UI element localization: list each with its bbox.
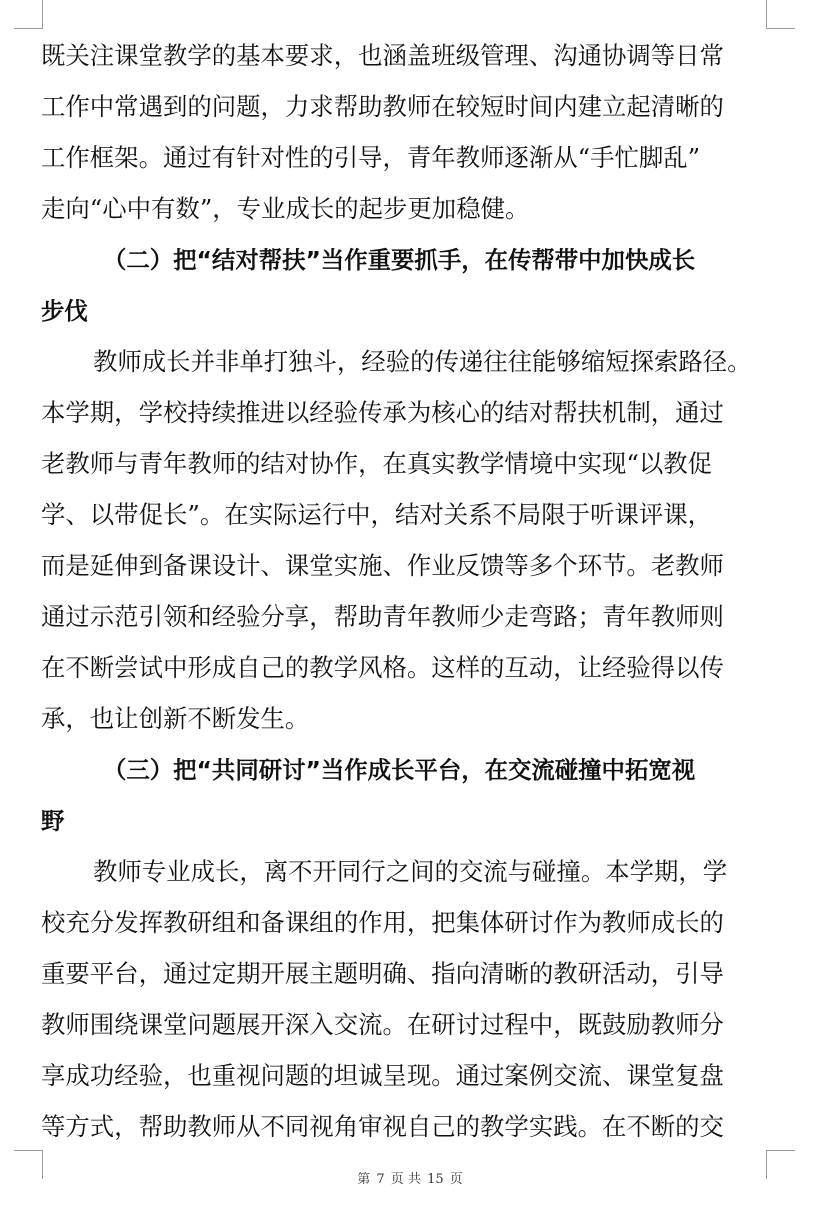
footer-page-number: 7 [376,1172,385,1187]
text-line: 教师成长并非单打独斗，经验的传递往往能够缩短探索路径。 [93,347,752,376]
text-line: 工作框架。通过有针对性的引导，青年教师逐渐从“手忙脚乱” [41,143,701,172]
paragraph-research [41,850,771,1156]
section-heading-2 [41,238,771,340]
text-line: 教师围绕课堂问题展开深入交流。在研讨过程中，既鼓励教师分 [41,1010,724,1039]
page-footer [0,1168,820,1187]
section-heading-3 [41,748,771,850]
text-line: 老教师与青年教师的结对协作，在真实教学情境中实现“以教促 [41,449,713,478]
text-line: 工作中常遇到的问题，力求帮助教师在较短时间内建立起清晰的 [41,92,724,121]
document-body [41,34,771,1156]
text-line: 而是延伸到备课设计、课堂实施、作业反馈等多个环节。老教师 [41,551,724,580]
text-line: 校充分发挥教研组和备课组的作用，把集体研讨作为教师成长的 [41,908,724,937]
heading-line: 步伐 [41,297,88,325]
text-line: 既关注课堂教学的基本要求，也涵盖班级管理、沟通协调等日常 [41,41,724,70]
text-line: 教师专业成长，离不开同行之间的交流与碰撞。本学期，学 [93,857,728,886]
text-line: 承，也让创新不断发生。 [41,704,310,733]
heading-line: （二）把“结对帮扶”当作重要抓手，在传帮带中加快成长 [103,246,696,274]
text-line: 学、以带促长”。在实际运行中，结对关系不局限于听课评课， [41,500,713,529]
heading-line: （三）把“共同研讨”当作成长平台，在交流碰撞中拓宽视 [103,756,696,784]
footer-total-pages: 15 [427,1172,444,1187]
text-line: 重要平台，通过定期开展主题明确、指向清晰的教研活动，引导 [41,959,724,988]
footer-suffix: 页 [449,1172,463,1187]
corner-mark-top-right [766,0,795,29]
corner-mark-top-left [14,0,43,29]
text-line: 通过示范引领和经验分享，帮助青年教师少走弯路；青年教师则 [41,602,724,631]
text-line: 在不断尝试中形成自己的教学风格。这样的互动，让经验得以传 [41,653,724,682]
text-line: 享成功经验，也重视问题的坦诚呈现。通过案例交流、课堂复盘 [41,1061,724,1090]
footer-middle: 页 共 [390,1172,421,1187]
text-line: 等方式，帮助教师从不同视角审视自己的教学实践。在不断的交 [41,1112,724,1141]
text-line: 本学期，学校持续推进以经验传承为核心的结对帮扶机制，通过 [41,398,724,427]
paragraph-continued [41,34,771,238]
footer-prefix: 第 [357,1172,371,1187]
paragraph-pairing [41,340,771,748]
heading-line: 野 [41,807,65,835]
text-line: 走向“心中有数”，专业成长的起步更加稳健。 [41,194,530,223]
